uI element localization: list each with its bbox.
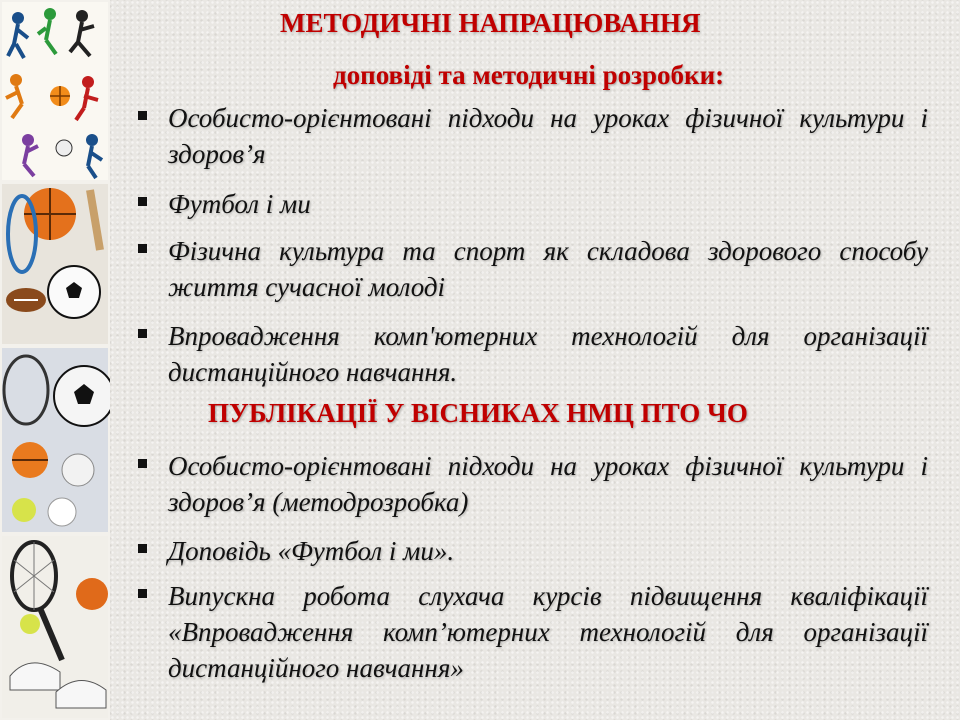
- square-bullet-icon: [138, 111, 147, 120]
- square-bullet-icon: [138, 329, 147, 338]
- sports-decor-strip: [0, 0, 110, 720]
- sports-collage-image: [0, 0, 110, 720]
- list-item: [128, 100, 928, 172]
- sub-heading: доповіді та методичні розробки:: [333, 60, 725, 90]
- list-item-text: Доповідь «Футбол і ми».: [168, 536, 455, 566]
- main-heading: МЕТОДИЧНІ НАПРАЦЮВАННЯ: [280, 8, 701, 38]
- list-item: [128, 448, 928, 520]
- list-item: [128, 533, 928, 569]
- athletes-icon: [2, 2, 108, 180]
- square-bullet-icon: [138, 197, 147, 206]
- list-item: [128, 318, 928, 390]
- list-item-text: Впровадження комп'ютерних технологій для організації дистанційного навчання.: [168, 321, 928, 387]
- square-bullet-icon: [138, 544, 147, 553]
- racket-sneakers-icon: [2, 536, 108, 718]
- sports-balls-icon: [2, 348, 110, 532]
- square-bullet-icon: [138, 244, 147, 253]
- list-item: [128, 578, 928, 686]
- list-item-text: Особисто-орієнтовані підходи на уроках фізичної культури і здоров’я (методрозробка): [168, 451, 928, 517]
- list-item-text: Фізична культура та спорт як складова здорового способу життя сучасної молоді: [168, 236, 928, 302]
- square-bullet-icon: [138, 459, 147, 468]
- list-item: [128, 233, 928, 305]
- balls-icon: [2, 184, 108, 344]
- slide-content: [128, 0, 928, 720]
- publications-heading: ПУБЛІКАЦІЇ У ВІСНИКАХ НМЦ ПТО ЧО: [208, 398, 748, 428]
- list-item-text: Футбол і ми: [168, 189, 311, 219]
- list-item-text: Випускна робота слухача курсів підвищення кваліфікації «Впровадження комп’ютерних технологій для організації дистанційного навчання»: [168, 581, 928, 683]
- list-item: [128, 186, 928, 222]
- square-bullet-icon: [138, 589, 147, 598]
- list-item-text: Особисто-орієнтовані підходи на уроках фізичної культури і здоров’я: [168, 103, 928, 169]
